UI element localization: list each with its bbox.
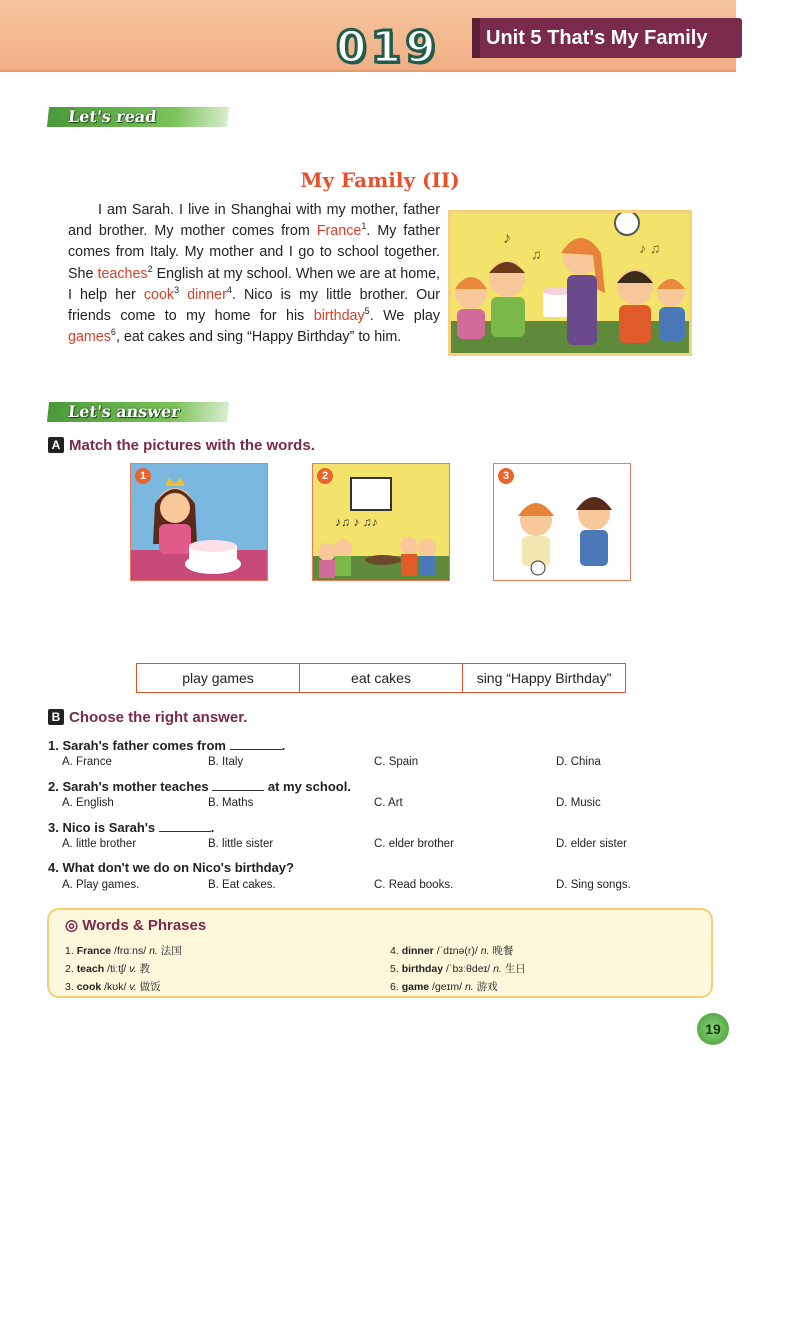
option[interactable]: B. Italy — [208, 756, 244, 768]
keyword-dinner: dinner — [187, 286, 227, 303]
picture-number-3: 3 — [498, 468, 514, 484]
story-title: My Family (II) — [300, 168, 460, 192]
picture-number-1: 1 — [135, 468, 151, 484]
match-word: sing “Happy Birthday” — [476, 670, 612, 686]
question-1-options — [62, 756, 682, 772]
question-2: 2. Sarah's mother teaches at my school. — [48, 779, 351, 794]
part-a-badge: A — [48, 437, 64, 453]
keyword-teaches: teaches — [97, 265, 148, 282]
option[interactable]: C. Spain — [374, 756, 419, 768]
option[interactable]: B. Maths — [208, 797, 254, 809]
match-words-table — [136, 663, 626, 693]
question-3: 3. Nico is Sarah's . — [48, 820, 215, 835]
question-4: 4. What don't we do on Nico's birthday? — [48, 860, 294, 875]
match-word: play games — [137, 664, 300, 692]
vocab-item: 3. cook /kʊk/ v. 做饭 — [65, 981, 161, 993]
svg-text:♪ ♫: ♪ ♫ — [639, 240, 661, 256]
lets-read-label: Let's read — [47, 107, 229, 127]
svg-text:♫: ♫ — [531, 246, 542, 262]
part-b-badge: B — [48, 709, 64, 725]
part-a-heading — [48, 437, 315, 454]
option[interactable]: D. elder sister — [556, 838, 627, 850]
svg-text:♪♫ ♪ ♫♪: ♪♫ ♪ ♫♪ — [335, 515, 378, 529]
option[interactable]: B. Eat cakes. — [208, 879, 276, 891]
keyword-france: France — [316, 223, 362, 240]
vocab-item: 4. dinner /ˈdɪnə(r)/ n. 晚餐 — [390, 945, 514, 957]
match-picture-1 — [130, 463, 268, 581]
part-b-instruction: Choose the right answer. — [69, 709, 248, 726]
match-picture-3 — [493, 463, 631, 581]
svg-text:♪: ♪ — [503, 230, 511, 247]
option[interactable]: A. Play games. — [62, 879, 140, 891]
vocab-item: 5. birthday /ˈbɜːθdeɪ/ n. 生日 — [390, 963, 526, 975]
option[interactable]: C. Art — [374, 797, 403, 809]
answer-blank[interactable] — [212, 778, 264, 791]
question-3-options — [62, 838, 682, 854]
question-1: 1. Sarah's father comes from . — [48, 738, 286, 753]
option[interactable]: B. little sister — [208, 838, 274, 850]
option[interactable]: C. Read books. — [374, 879, 454, 891]
question-2-options — [62, 797, 682, 813]
lesson-number: 019 — [336, 22, 440, 73]
option[interactable]: D. Sing songs. — [556, 879, 631, 891]
match-picture-2 — [312, 463, 450, 581]
picture-number-2: 2 — [317, 468, 333, 484]
option[interactable]: A. English — [62, 797, 114, 809]
words-phrases-box — [47, 908, 713, 998]
lets-answer-label: Let's answer — [47, 402, 229, 422]
option[interactable]: D. China — [556, 756, 601, 768]
option[interactable]: D. Music — [556, 797, 601, 809]
keyword-birthday: birthday — [313, 308, 365, 325]
option[interactable]: C. elder brother — [374, 838, 454, 850]
match-word: eat cakes — [300, 664, 463, 692]
part-a-instruction: Match the pictures with the words. — [69, 437, 315, 454]
option[interactable]: A. France — [62, 756, 112, 768]
story-passage: I am Sarah. I live in Shanghai with my mother, father and brother. My mother comes from France$^1$. My father comes from Italy. My mother and I go to school together. She teaches$^2$ English at my school. When we are at home, I help her cook$^3$ dinner$^4$. Nico is my little brother. Our friends come to my home for his birthday$^5$. We play games$^6$, eat cakes and sing “Happy Birthday” to him. — [68, 202, 440, 346]
answer-blank[interactable] — [230, 737, 282, 750]
vocab-item: 6. game /geɪm/ n. 游戏 — [390, 981, 498, 993]
vocab-item: 2. teach /tiːtʃ/ v. 教 — [65, 963, 151, 975]
words-phrases-title: ◎ Words & Phrases — [65, 917, 207, 934]
keyword-games: games — [68, 329, 111, 346]
keyword-cook: cook — [143, 286, 175, 303]
story-illustration — [448, 210, 692, 356]
answer-blank[interactable] — [159, 819, 211, 832]
unit-title: Unit 5 That's My Family — [472, 18, 742, 58]
target-icon: ◎ — [65, 917, 79, 934]
part-b-heading — [48, 709, 247, 726]
question-4-options — [62, 879, 682, 895]
page-number: 19 — [697, 1013, 729, 1045]
vocab-item: 1. France /frɑːns/ n. 法国 — [65, 945, 182, 957]
option[interactable]: A. little brother — [62, 838, 137, 850]
